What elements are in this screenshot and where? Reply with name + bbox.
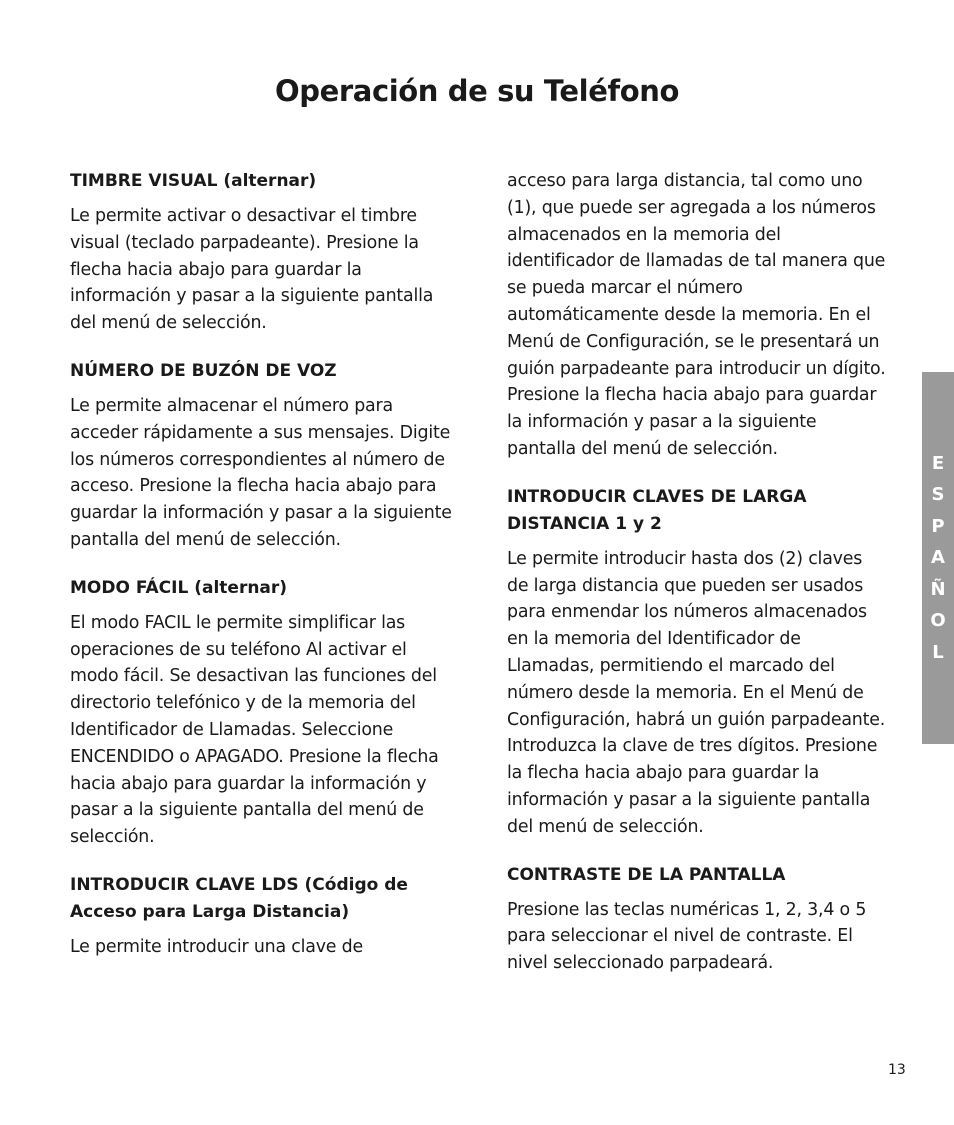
section-heading: MODO FÁCIL (alternar) bbox=[70, 577, 288, 598]
section-heading: INTRODUCIR CLAVES DE LARGA DISTANCIA 1 y 2 bbox=[507, 486, 807, 534]
tab-letter: Ñ bbox=[930, 578, 946, 600]
language-tab-espanol bbox=[922, 372, 954, 744]
left-column bbox=[70, 168, 454, 982]
page-number: 13 bbox=[888, 1062, 906, 1078]
section-heading: TIMBRE VISUAL (alternar) bbox=[70, 171, 317, 191]
section-contraste-pantalla bbox=[507, 862, 887, 977]
section-body: Le permite introducir hasta dos (2) claves de larga distancia que pueden ser usados para enmendar los números almacenados en la memoria del Identificador de Llamadas, permitiendo el marcado del número desde la memoria. En el Menú de Configuración, habrá un guión parpadeante. Introduzca la clave de tres dígitos. Presione la flecha hacia abajo para guardar la información y pasar a la siguiente pantalla del menú de selección. bbox=[507, 548, 886, 837]
section-continuation: acceso para larga distancia, tal como uno (1), que puede ser agregada a los números almacenados en la memoria del identificador de llamadas de tal manera que se pueda marcar el número automáticamente desde la memoria. En el Menú de Configuración, se le presentará un guión parpadeante para introducir un dígito. Presione la flecha hacia abajo para guardar la información y pasar a la siguiente pantalla del menú de selección. bbox=[507, 171, 886, 459]
section-heading: NÚMERO DE BUZÓN DE VOZ bbox=[70, 360, 337, 381]
tab-letter: P bbox=[931, 515, 945, 537]
tab-letter: O bbox=[930, 610, 946, 632]
section-body: El modo FACIL le permite simplificar las operaciones de su teléfono Al activar el modo fácil. Se desactivan las funciones del directorio telefónico y de la memoria del Identificador de Llamadas. Seleccione ENCENDIDO o APAGADO. Presione la flecha hacia abajo para guardar la información y pasar a la siguiente pantalla del menú de selección. bbox=[70, 612, 439, 848]
section-modo-facil bbox=[70, 575, 454, 851]
section-heading: CONTRASTE DE LA PANTALLA bbox=[507, 864, 786, 885]
section-claves-larga-distancia bbox=[507, 484, 887, 841]
section-introducir-clave-lds bbox=[70, 872, 454, 961]
tab-letter: A bbox=[931, 547, 945, 569]
tab-letter: L bbox=[932, 641, 944, 663]
section-body: Le permite almacenar el número para acceder rápidamente a sus mensajes. Digite los números correspondientes al número de acceso. Presione la flecha hacia abajo para guardar la información y pasar a la siguiente pantalla del menú de selección. bbox=[70, 395, 452, 550]
section-body: Presione las teclas numéricas 1, 2, 3,4 o 5 para seleccionar el nivel de contraste. El nivel seleccionado parpadeará. bbox=[507, 899, 867, 974]
section-timbre-visual bbox=[70, 168, 454, 337]
page-title: Operación de su Teléfono bbox=[275, 74, 679, 108]
tab-letter: E bbox=[931, 452, 945, 474]
section-body: Le permite activar o desactivar el timbre visual (teclado parpadeante). Presione la flecha hacia abajo para guardar la información y pasar a la siguiente pantalla del menú de selección. bbox=[70, 206, 434, 334]
section-numero-buzon-voz bbox=[70, 358, 454, 554]
section-heading: INTRODUCIR CLAVE LDS (Código de Acceso para Larga Distancia) bbox=[70, 874, 408, 922]
tab-letter: S bbox=[931, 484, 945, 506]
right-column bbox=[507, 168, 887, 998]
section-body: Le permite introducir una clave de bbox=[70, 936, 363, 957]
